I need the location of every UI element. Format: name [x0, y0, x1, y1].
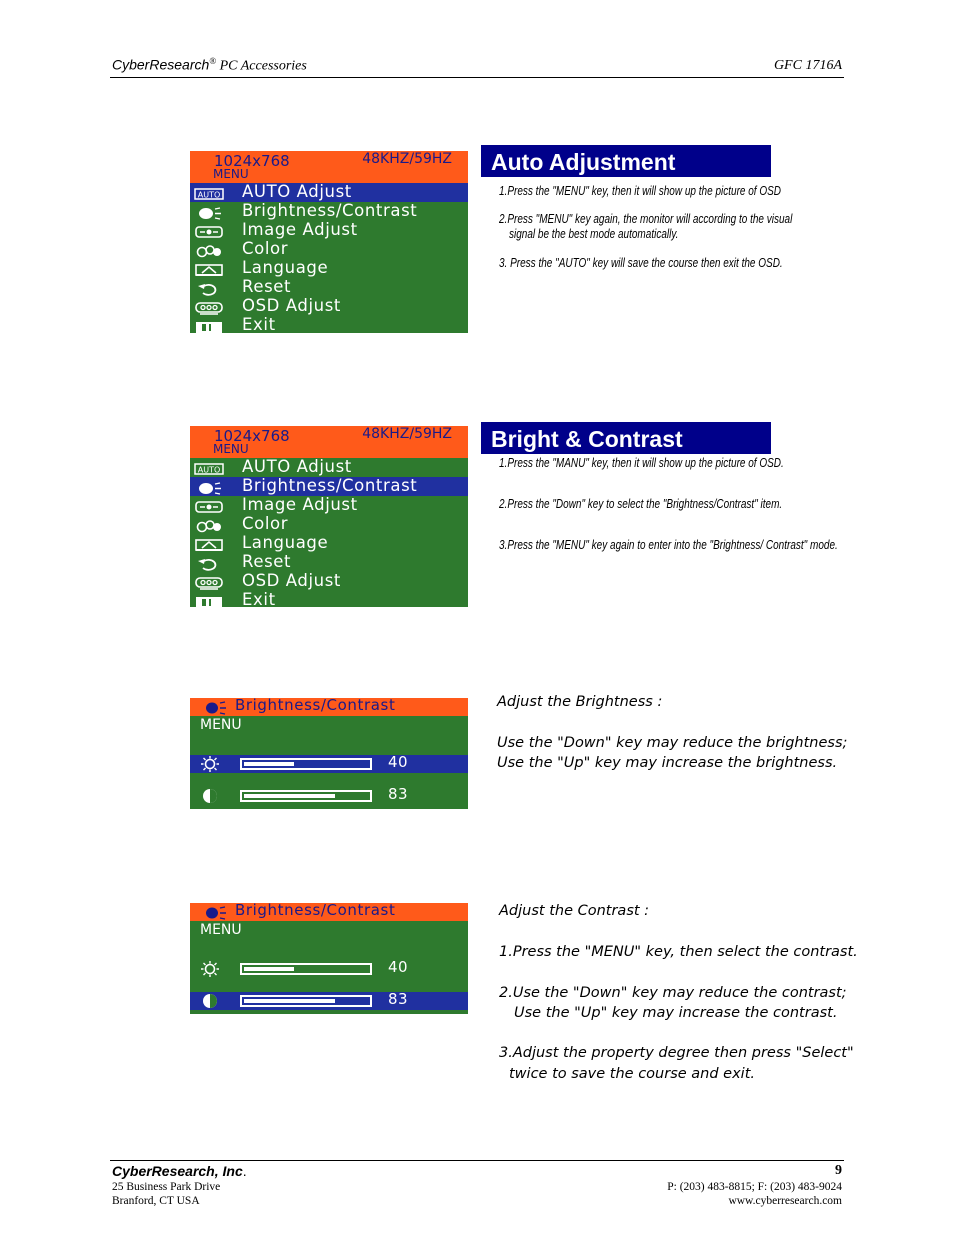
auto-step-3: 3. Press the "AUTO" key will save the course then exit the OSD.: [499, 256, 783, 270]
osd-resolution: 1024x768: [214, 427, 290, 445]
contrast-slider-row[interactable]: [190, 787, 468, 805]
footer-address-1: 25 Business Park Drive: [112, 1181, 221, 1193]
footer-company: CyberResearch, Inc.: [112, 1163, 247, 1179]
auto-step-1: 1.Press the "MENU" key, then it will show up the picture of OSD: [499, 184, 782, 198]
footer-web: www.cyberresearch.com: [728, 1195, 842, 1207]
osd-menu-item[interactable]: [190, 221, 468, 240]
brightness-slider-row[interactable]: [190, 755, 468, 773]
bright-step-3: 3.Press the "MENU" key again to enter into the "Brightness/ Contrast" mode.: [499, 538, 838, 552]
auto-step-2b: signal be the best mode automatically.: [509, 227, 679, 241]
osd-menu-item-label: Brightness/Contrast: [242, 476, 418, 495]
footer-rule: [110, 1160, 844, 1161]
osd-icon: [194, 300, 222, 312]
osd-menu-item-label: Language: [242, 258, 329, 277]
brightness-slider[interactable]: [240, 963, 372, 975]
language-icon: [194, 262, 222, 274]
exit-icon: [194, 594, 222, 606]
osd-menu-item-label: OSD Adjust: [242, 296, 341, 315]
auto-icon: [194, 461, 222, 473]
contrast-slider-fill: [244, 999, 335, 1003]
header-brand: CyberResearch: [112, 56, 210, 73]
bc-menu-label: MENU: [200, 922, 242, 938]
osd-menu-item[interactable]: [190, 534, 468, 553]
contrast-heading: Adjust the Contrast :: [499, 903, 650, 919]
osd-frequency: 48KHZ/59HZ: [362, 426, 452, 442]
footer-address-2: Branford, CT USA: [112, 1195, 200, 1207]
color-icon: [194, 243, 222, 255]
osd-menu-item-label: Exit: [242, 590, 276, 607]
contrast-line-4: 3.Adjust the property degree then press "Select": [499, 1045, 854, 1061]
brightness-slider-value: 40: [388, 958, 409, 976]
osd-contrast: [190, 903, 468, 1014]
bc-title: Brightness/Contrast: [235, 903, 396, 919]
osd-menu-item[interactable]: [190, 458, 468, 477]
reset-icon: [194, 281, 222, 293]
osd-menu-item[interactable]: [190, 183, 468, 202]
osd-menu-item[interactable]: [190, 496, 468, 515]
brightness-icon: [194, 480, 222, 492]
section-title-auto: Auto Adjustment: [481, 145, 771, 177]
header-rule: [110, 77, 844, 78]
brightness-slider-fill: [244, 967, 294, 971]
brightness-icon: [194, 205, 222, 217]
brightness-slider-row[interactable]: [190, 960, 468, 978]
sun-icon: [200, 756, 220, 776]
osd-menu-item-label: Color: [242, 514, 289, 533]
bc-menu-row: [190, 716, 468, 744]
contrast-icon: [200, 788, 220, 808]
footer-phone: P: (203) 483-8815; F: (203) 483-9024: [667, 1181, 842, 1193]
registered-mark: ®: [209, 56, 217, 66]
auto-step-2: 2.Press "MENU" key again, the monitor will according to the visual: [499, 212, 793, 226]
brightness-slider-fill: [244, 762, 294, 766]
contrast-slider-row[interactable]: [190, 992, 468, 1010]
brightness-slider-value: 40: [388, 753, 409, 771]
osd-menu-bright: [190, 426, 468, 607]
contrast-line-1: 1.Press the "MENU" key, then select the contrast.: [499, 944, 858, 960]
osd-menu-item[interactable]: [190, 477, 468, 496]
osd-menu-item-label: Image Adjust: [242, 220, 358, 239]
osd-menu-item[interactable]: [190, 297, 468, 316]
osd-menu-item[interactable]: [190, 572, 468, 591]
osd-items: [190, 458, 468, 607]
bright-step-1: 1.Press the "MANU" key, then it will show up the picture of OSD.: [499, 456, 784, 470]
osd-menu-item-label: AUTO Adjust: [242, 182, 352, 201]
osd-menu-item[interactable]: [190, 259, 468, 278]
bc-title-bar: [190, 698, 468, 716]
contrast-line-5: twice to save the course and exit.: [509, 1066, 755, 1082]
brightness-heading: Adjust the Brightness :: [497, 694, 663, 710]
language-icon: [194, 537, 222, 549]
osd-menu-label: MENU: [213, 167, 249, 181]
osd-items: [190, 183, 468, 333]
osd-menu-item[interactable]: [190, 278, 468, 297]
svg-text:AUTO: AUTO: [197, 190, 221, 200]
bc-menu-label: MENU: [200, 717, 242, 733]
osd-menu-label: MENU: [213, 442, 249, 456]
osd-menu-item-label: Reset: [242, 552, 292, 571]
page-number: 9: [835, 1163, 842, 1178]
osd-menu-item[interactable]: [190, 202, 468, 221]
brightness-line-2: Use the "Up" key may increase the brightness.: [497, 755, 838, 771]
osd-menu-item-label: OSD Adjust: [242, 571, 341, 590]
header-model: GFC 1716A: [773, 58, 842, 73]
contrast-slider-value: 83: [388, 990, 409, 1008]
osd-menu-item[interactable]: [190, 240, 468, 259]
bright-step-2: 2.Press the "Down" key to select the "Brightness/Contrast" item.: [499, 497, 783, 511]
osd-menu-item-label: Color: [242, 239, 289, 258]
color-icon: [194, 518, 222, 530]
bc-title-bar: [190, 903, 468, 921]
brightness-line-1: Use the "Down" key may reduce the brightness;: [497, 735, 848, 751]
bc-title: Brightness/Contrast: [235, 698, 396, 714]
contrast-line-2: 2.Use the "Down" key may reduce the contrast;: [499, 985, 847, 1001]
header-subtitle: PC Accessories: [219, 58, 307, 74]
osd-top-bar: [190, 151, 468, 183]
sun-icon: [200, 961, 220, 981]
bc-menu-row: [190, 921, 468, 949]
exit-icon: [194, 319, 222, 331]
osd-menu-item-label: Reset: [242, 277, 292, 296]
contrast-line-3: Use the "Up" key may increase the contrast.: [514, 1005, 838, 1021]
contrast-slider-fill: [244, 794, 335, 798]
image-icon: [194, 224, 222, 236]
osd-menu-item[interactable]: [190, 316, 468, 333]
svg-text:AUTO: AUTO: [197, 465, 221, 475]
auto-icon: [194, 186, 222, 198]
header-left: [112, 56, 307, 75]
osd-menu-item-label: Brightness/Contrast: [242, 201, 418, 220]
osd-menu-item-label: Exit: [242, 315, 276, 333]
reset-icon: [194, 556, 222, 568]
contrast-icon: [200, 993, 220, 1013]
osd-menu-item[interactable]: [190, 553, 468, 572]
brightness-slider[interactable]: [240, 758, 372, 770]
osd-menu-item[interactable]: [190, 515, 468, 534]
image-icon: [194, 499, 222, 511]
osd-menu-item-label: Image Adjust: [242, 495, 358, 514]
osd-brightness: [190, 698, 468, 809]
osd-frequency: 48KHZ/59HZ: [362, 151, 452, 167]
osd-menu-item-label: Language: [242, 533, 329, 552]
osd-menu-item-label: AUTO Adjust: [242, 457, 352, 476]
osd-top-bar: [190, 426, 468, 458]
osd-resolution: 1024x768: [214, 152, 290, 170]
osd-menu-auto: [190, 151, 468, 333]
contrast-slider-value: 83: [388, 785, 409, 803]
section-title-bright: Bright & Contrast: [481, 422, 771, 454]
osd-menu-item[interactable]: [190, 591, 468, 607]
osd-icon: [194, 575, 222, 587]
contrast-slider[interactable]: [240, 995, 372, 1007]
contrast-slider[interactable]: [240, 790, 372, 802]
